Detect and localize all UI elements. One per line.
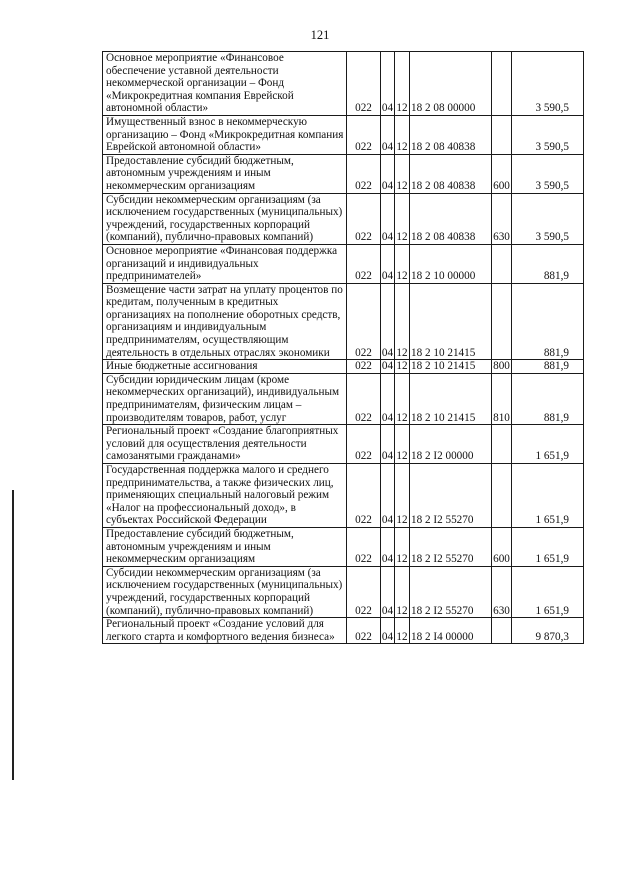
table-body	[103, 52, 584, 644]
row-subsection-code: 12	[395, 464, 410, 528]
table-row	[103, 527, 584, 566]
row-target-code: 18 2 I2 55270	[410, 464, 492, 528]
row-amount: 3 590,5	[512, 52, 584, 116]
row-expense-type	[492, 425, 512, 464]
row-expense-type	[492, 618, 512, 644]
row-amount: 3 590,5	[512, 193, 584, 244]
row-target-code: 18 2 I2 55270	[410, 527, 492, 566]
table-row	[103, 244, 584, 283]
row-amount: 881,9	[512, 283, 584, 360]
table-row	[103, 566, 584, 617]
row-name: Иные бюджетные ассигнования	[103, 360, 347, 374]
row-amount: 9 870,3	[512, 618, 584, 644]
table-row	[103, 373, 584, 424]
row-name: Субсидии юридическим лицам (кроме некоммерческих организаций), индивидуальным предпринимателям, физическим лицам – производителям товаров, работ, услуг	[103, 373, 347, 424]
row-subsection-code: 12	[395, 373, 410, 424]
row-ministry-code: 022	[347, 193, 381, 244]
row-target-code: 18 2 10 21415	[410, 283, 492, 360]
row-section-code: 04	[381, 373, 395, 424]
row-target-code: 18 2 08 40838	[410, 154, 492, 193]
row-amount: 3 590,5	[512, 154, 584, 193]
row-ministry-code: 022	[347, 566, 381, 617]
row-ministry-code: 022	[347, 527, 381, 566]
row-name: Имущественный взнос в некоммерческую организацию – Фонд «Микрокредитная компания Еврейской автономной области»	[103, 115, 347, 154]
row-amount: 3 590,5	[512, 115, 584, 154]
page-number: 121	[310, 28, 330, 42]
row-name: Возмещение части затрат на уплату процентов по кредитам, полученным в кредитных организациях на пополнение оборотных средств, организациям и индивидуальным предпринимателям, осуществляющим деятельность в отдельных отраслях экономики	[103, 283, 347, 360]
row-ministry-code: 022	[347, 464, 381, 528]
table-row	[103, 360, 584, 374]
row-target-code: 18 2 10 21415	[410, 360, 492, 374]
row-name: Субсидии некоммерческим организациям (за исключением государственных (муниципальных) учреждений, государственных корпораций (компаний), публично-правовых компаний)	[103, 193, 347, 244]
row-section-code: 04	[381, 193, 395, 244]
row-subsection-code: 12	[395, 527, 410, 566]
row-expense-type	[492, 283, 512, 360]
row-section-code: 04	[381, 425, 395, 464]
table-row	[103, 52, 584, 116]
row-subsection-code: 12	[395, 618, 410, 644]
row-target-code: 18 2 08 40838	[410, 115, 492, 154]
row-name: Субсидии некоммерческим организациям (за исключением государственных (муниципальных) учреждений, государственных корпораций (компаний), публично-правовых компаний)	[103, 566, 347, 617]
row-section-code: 04	[381, 52, 395, 116]
row-name: Основное мероприятие «Финансовое обеспечение уставной деятельности некоммерческой организации – Фонд «Микрокредитная компания Еврейской автономной области»	[103, 52, 347, 116]
row-expense-type: 600	[492, 154, 512, 193]
row-name: Региональный проект «Создание условий для легкого старта и комфортного ведения бизнеса»	[103, 618, 347, 644]
row-ministry-code: 022	[347, 52, 381, 116]
row-subsection-code: 12	[395, 193, 410, 244]
row-section-code: 04	[381, 115, 395, 154]
row-name: Предоставление субсидий бюджетным, автономным учреждениям и иным некоммерческим организациям	[103, 527, 347, 566]
table-row	[103, 154, 584, 193]
row-target-code: 18 2 10 00000	[410, 244, 492, 283]
row-expense-type: 600	[492, 527, 512, 566]
row-name: Региональный проект «Создание благоприятных условий для осуществления деятельности самозанятыми гражданами»	[103, 425, 347, 464]
row-amount: 1 651,9	[512, 566, 584, 617]
row-amount: 881,9	[512, 244, 584, 283]
table-row	[103, 618, 584, 644]
row-amount: 1 651,9	[512, 464, 584, 528]
row-section-code: 04	[381, 464, 395, 528]
row-expense-type: 800	[493, 360, 510, 373]
row-subsection-code: 12	[395, 566, 410, 617]
row-subsection-code: 12	[396, 360, 408, 373]
row-section-code: 04	[381, 566, 395, 617]
row-ministry-code: 022	[347, 425, 381, 464]
row-expense-type: 630	[492, 566, 512, 617]
row-section-code: 04	[381, 283, 395, 360]
row-name: Предоставление субсидий бюджетным, автономным учреждениям и иным некоммерческим организациям	[103, 154, 347, 193]
row-amount: 881,9	[512, 360, 584, 374]
row-expense-type: 630	[492, 193, 512, 244]
table-row	[103, 425, 584, 464]
row-name: Основное мероприятие «Финансовая поддержка организаций и индивидуальных предпринимателей»	[103, 244, 347, 283]
row-ministry-code: 022	[347, 360, 381, 374]
row-amount: 1 651,9	[512, 425, 584, 464]
row-subsection-code: 12	[395, 425, 410, 464]
margin-line	[12, 490, 14, 780]
row-target-code: 18 2 I4 00000	[410, 618, 492, 644]
row-ministry-code: 022	[347, 618, 381, 644]
row-expense-type	[492, 52, 512, 116]
row-subsection-code: 12	[395, 244, 410, 283]
table-row	[103, 464, 584, 528]
row-section-code: 04	[381, 154, 395, 193]
row-subsection-code: 12	[395, 115, 410, 154]
row-target-code: 18 2 08 40838	[410, 193, 492, 244]
row-target-code: 18 2 10 21415	[410, 373, 492, 424]
row-target-code: 18 2 I2 00000	[410, 425, 492, 464]
row-section-code: 04	[381, 618, 395, 644]
row-subsection-code: 12	[395, 154, 410, 193]
row-section-code: 04	[381, 360, 394, 373]
row-ministry-code: 022	[347, 283, 381, 360]
row-ministry-code: 022	[347, 244, 381, 283]
row-subsection-code: 12	[395, 283, 410, 360]
table-row	[103, 283, 584, 360]
row-amount: 881,9	[512, 373, 584, 424]
row-subsection-code: 12	[395, 52, 410, 116]
row-name: Государственная поддержка малого и среднего предпринимательства, а также физических лиц, применяющих специальный налоговый режим «Налог на профессиональный доход», в субъектах Российской Федерации	[103, 464, 347, 528]
row-expense-type	[492, 244, 512, 283]
row-target-code: 18 2 08 00000	[410, 52, 492, 116]
table-row	[103, 115, 584, 154]
row-section-code: 04	[381, 244, 395, 283]
row-target-code: 18 2 I2 55270	[410, 566, 492, 617]
row-expense-type	[492, 115, 512, 154]
row-amount: 1 651,9	[512, 527, 584, 566]
row-section-code: 04	[381, 527, 395, 566]
budget-table	[102, 51, 584, 644]
row-expense-type: 810	[492, 373, 512, 424]
row-ministry-code: 022	[347, 373, 381, 424]
row-expense-type	[492, 464, 512, 528]
table-row	[103, 193, 584, 244]
row-ministry-code: 022	[347, 154, 381, 193]
row-ministry-code: 022	[347, 115, 381, 154]
